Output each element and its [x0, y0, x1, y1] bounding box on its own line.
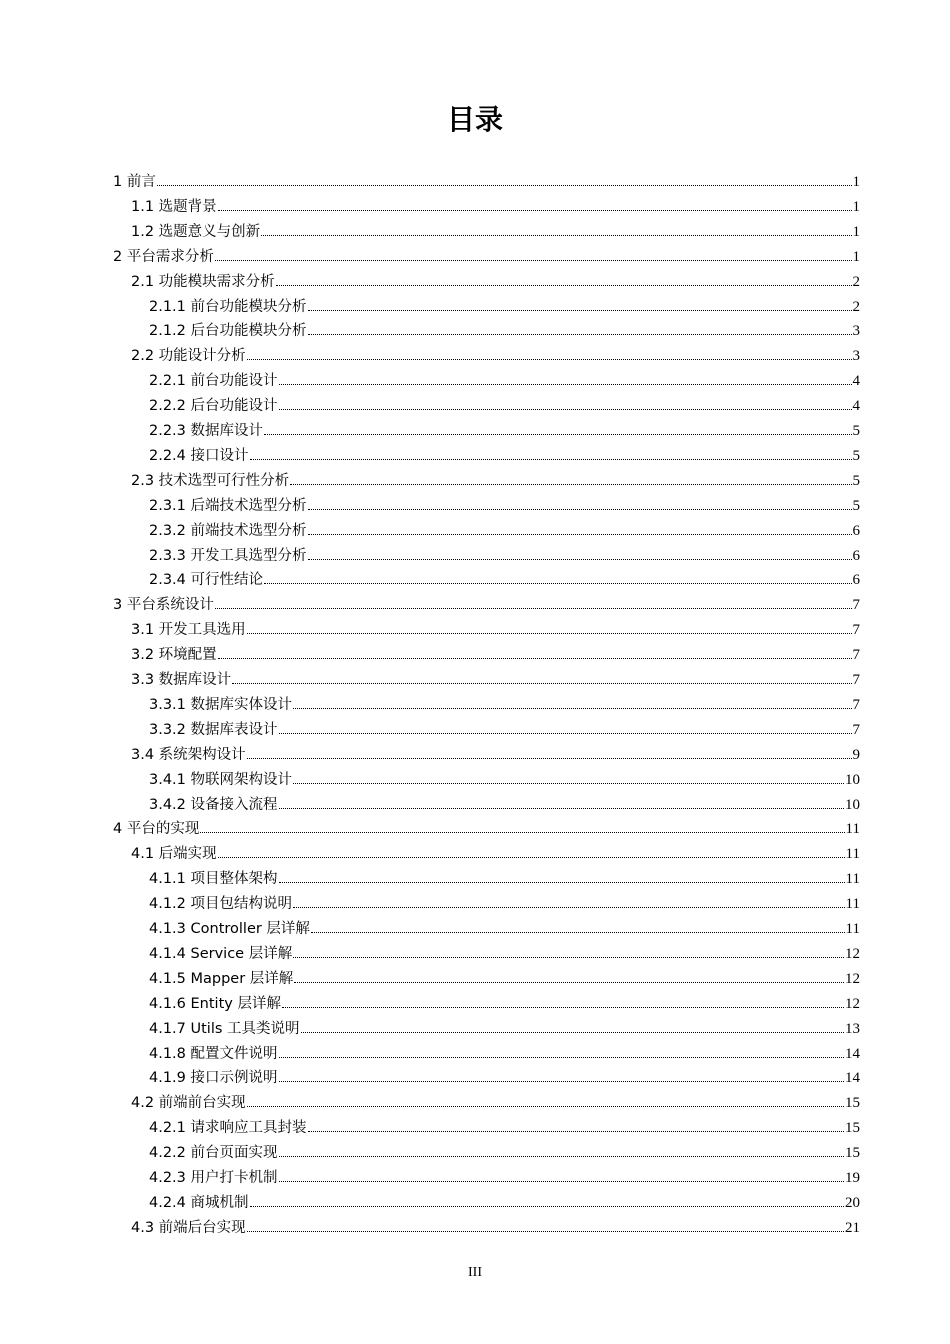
toc-entry-label: 4.2.1 请求响应工具封装 — [149, 1120, 307, 1137]
toc-entry-page: 9 — [852, 746, 860, 763]
dot-leader — [232, 683, 851, 684]
dot-leader — [308, 509, 852, 510]
toc-entry-label: 2.2.2 后台功能设计 — [149, 398, 278, 415]
toc-entry-label: 4.2.2 前台页面实现 — [149, 1145, 278, 1162]
toc-entry[interactable] — [131, 615, 860, 639]
toc-entry-label: 3.2 环境配置 — [131, 647, 217, 664]
dot-leader — [276, 285, 852, 286]
dot-leader — [247, 758, 852, 759]
toc-entry-page: 11 — [845, 921, 860, 937]
toc-entry-label: 4.1.7 Utils 工具类说明 — [149, 1020, 300, 1037]
toc-entry-page: 12 — [845, 945, 860, 962]
toc-entry[interactable] — [149, 914, 860, 938]
toc-entry-page: 11 — [845, 896, 860, 913]
dot-leader — [264, 583, 851, 584]
toc-entry[interactable] — [149, 715, 860, 739]
toc-entry-label: 4.1.3 Controller 层详解 — [149, 921, 310, 937]
toc-entry-label: 2.1.1 前台功能模块分析 — [149, 298, 307, 315]
toc-entry[interactable] — [131, 740, 860, 764]
toc-entry-label: 2 平台需求分析 — [113, 248, 214, 265]
toc-entry-page: 4 — [852, 373, 860, 390]
toc-entry-page: 10 — [845, 796, 860, 813]
toc-entry[interactable] — [113, 590, 860, 614]
toc-entry-label: 2.3.4 可行性结论 — [149, 572, 264, 589]
toc-entry-label: 3.3.1 数据库实体设计 — [149, 696, 293, 713]
dot-leader — [215, 260, 852, 261]
toc-entry-page: 12 — [845, 970, 860, 987]
dot-leader — [279, 409, 852, 410]
toc-entry[interactable] — [149, 292, 860, 316]
dot-leader — [157, 185, 852, 186]
dot-leader — [279, 882, 845, 883]
dot-leader — [308, 534, 852, 535]
toc-entry[interactable] — [131, 640, 860, 664]
dot-leader — [308, 334, 852, 335]
toc-entry[interactable] — [149, 1039, 860, 1063]
toc-entry-page: 6 — [852, 547, 860, 564]
dot-leader — [264, 434, 851, 435]
dot-leader — [247, 633, 852, 634]
dot-leader — [311, 932, 845, 933]
toc-entry-label: 4.1.4 Service 层详解 — [149, 945, 293, 962]
dot-leader — [250, 459, 852, 460]
toc-entry-label: 3.4 系统架构设计 — [131, 746, 246, 763]
toc-entry[interactable] — [149, 889, 860, 913]
toc-entry[interactable] — [149, 366, 860, 390]
toc-entry-page: 1 — [852, 248, 860, 265]
dot-leader — [279, 1156, 844, 1157]
toc-entry[interactable] — [149, 1188, 860, 1212]
dot-leader — [293, 708, 851, 709]
toc-entry-label: 4.1 后端实现 — [131, 846, 217, 863]
toc-entry-label: 4.3 前端后台实现 — [131, 1219, 246, 1236]
toc-entry-label: 2.2.3 数据库设计 — [149, 423, 264, 439]
toc-entry-page: 7 — [852, 597, 860, 614]
toc-entry-page: 7 — [852, 721, 860, 738]
dot-leader — [293, 907, 845, 908]
toc-entry-page: 15 — [845, 1145, 860, 1162]
toc-entry[interactable] — [113, 814, 860, 838]
toc-entry-page: 5 — [852, 497, 860, 514]
toc-entry[interactable] — [149, 690, 860, 714]
toc-entry[interactable] — [113, 242, 860, 266]
toc-entry[interactable] — [131, 839, 860, 863]
toc-entry[interactable] — [149, 1138, 860, 1162]
toc-entry-label: 3.4.2 设备接入流程 — [149, 796, 278, 813]
toc-entry-page: 5 — [852, 447, 860, 464]
toc-entry-label: 4.2.4 商城机制 — [149, 1194, 249, 1211]
dot-leader — [279, 1081, 844, 1082]
toc-entry-page: 15 — [845, 1095, 860, 1112]
toc-entry-page: 15 — [845, 1120, 860, 1137]
dot-leader — [247, 1106, 844, 1107]
toc-entry-label: 4.1.6 Entity 层详解 — [149, 995, 281, 1012]
toc-entry-page: 2 — [852, 298, 860, 315]
dot-leader — [279, 733, 852, 734]
dot-leader — [247, 359, 852, 360]
dot-leader — [279, 1057, 844, 1058]
toc-entry-page: 7 — [852, 622, 860, 639]
toc-entry-label: 4.1.2 项目包结构说明 — [149, 896, 293, 913]
toc-entry-label: 2.2.4 接口设计 — [149, 447, 249, 464]
toc-entry[interactable] — [149, 964, 860, 988]
toc-entry[interactable] — [131, 466, 860, 490]
toc-entry-label: 2.3 技术选型可行性分析 — [131, 472, 290, 489]
toc-entry-label: 1.1 选题背景 — [131, 198, 217, 215]
toc-entry-label: 2.3.3 开发工具选型分析 — [149, 547, 307, 564]
toc-entry-page: 2 — [852, 273, 860, 290]
toc-entry-page: 10 — [845, 771, 860, 788]
toc-entry-page: 1 — [852, 223, 860, 240]
dot-leader — [308, 559, 852, 560]
dot-leader — [218, 210, 852, 211]
dot-leader — [293, 957, 844, 958]
toc-entry[interactable] — [149, 441, 860, 465]
dot-leader — [215, 608, 852, 609]
toc-entry-page: 4 — [852, 398, 860, 415]
toc-entry-label: 4.2 前端前台实现 — [131, 1095, 246, 1112]
toc-entry-page: 14 — [845, 1070, 860, 1087]
toc-entry-label: 3.4.1 物联网架构设计 — [149, 771, 293, 788]
toc-entry[interactable] — [131, 1088, 860, 1112]
toc-entry-page: 1 — [852, 198, 860, 215]
toc-entry-label: 2.1.2 后台功能模块分析 — [149, 323, 307, 340]
toc-entry-page: 6 — [852, 522, 860, 539]
toc-entry[interactable] — [149, 565, 860, 589]
toc-entry-label: 1 前言 — [113, 174, 156, 190]
toc-entry-page: 20 — [845, 1194, 860, 1211]
toc-entry[interactable] — [149, 516, 860, 540]
dot-leader — [308, 1131, 844, 1132]
toc-entry[interactable] — [149, 416, 860, 440]
toc-entry-label: 4.1.8 配置文件说明 — [149, 1045, 278, 1062]
toc-entry-page: 21 — [845, 1219, 860, 1236]
toc-entry-page: 11 — [845, 871, 860, 888]
toc-entry[interactable] — [149, 790, 860, 814]
toc-entry-page: 6 — [852, 572, 860, 589]
toc-entry-page: 5 — [852, 472, 860, 489]
toc-entry[interactable] — [131, 341, 860, 365]
toc-entry-page: 19 — [845, 1170, 860, 1186]
toc-entry-page: 3 — [852, 348, 860, 365]
toc-entry-page: 11 — [845, 846, 860, 863]
toc-entry[interactable] — [131, 192, 860, 216]
dot-leader — [293, 783, 844, 784]
dot-leader — [250, 1206, 844, 1207]
toc-entry[interactable] — [149, 1063, 860, 1087]
toc-entry[interactable] — [149, 1163, 860, 1187]
toc-entry-page: 12 — [845, 995, 860, 1012]
toc-entry-label: 3.3.2 数据库表设计 — [149, 721, 278, 738]
dot-leader — [200, 832, 844, 833]
toc-entry-page: 3 — [852, 323, 860, 340]
toc-entry-label: 4.1.1 项目整体架构 — [149, 871, 278, 888]
toc-entry[interactable] — [113, 167, 860, 191]
dot-leader — [261, 235, 851, 236]
toc-entry-label: 2.3.2 前端技术选型分析 — [149, 522, 307, 539]
toc-entry[interactable] — [149, 939, 860, 963]
dot-leader — [218, 857, 845, 858]
dot-leader — [279, 1181, 844, 1182]
dot-leader — [218, 658, 852, 659]
dot-leader — [308, 310, 852, 311]
dot-leader — [294, 982, 844, 983]
toc-entry[interactable] — [131, 217, 860, 241]
toc-entry[interactable] — [149, 1014, 860, 1038]
dot-leader — [279, 808, 844, 809]
dot-leader — [301, 1032, 844, 1033]
toc-entry-page: 7 — [852, 696, 860, 713]
dot-leader — [247, 1231, 844, 1232]
toc-entry-page: 1 — [852, 174, 860, 190]
toc-entry[interactable] — [131, 267, 860, 291]
toc-entry-page: 5 — [852, 423, 860, 439]
toc-entry[interactable] — [131, 1213, 860, 1237]
toc-entry[interactable] — [149, 491, 860, 515]
toc-entry[interactable] — [131, 665, 860, 689]
toc-entry-label: 4.2.3 用户打卡机制 — [149, 1170, 278, 1186]
toc-entry-page: 13 — [845, 1020, 860, 1037]
toc-entry-page: 7 — [852, 672, 860, 688]
toc-entry-label: 2.3.1 后端技术选型分析 — [149, 497, 307, 514]
page-number: III — [468, 1265, 482, 1280]
toc-entry[interactable] — [149, 864, 860, 888]
toc-entry-label: 2.1 功能模块需求分析 — [131, 273, 275, 290]
toc-entry[interactable] — [149, 989, 860, 1013]
toc-entry-label: 1.2 选题意义与创新 — [131, 223, 261, 240]
toc-entry[interactable] — [149, 391, 860, 415]
toc-entry-label: 3.1 开发工具选用 — [131, 622, 246, 639]
page-title: 目录 — [446, 103, 503, 136]
dot-leader — [290, 484, 851, 485]
dot-leader — [282, 1007, 844, 1008]
toc-entry-label: 4 平台的实现 — [113, 821, 200, 838]
dot-leader — [279, 384, 852, 385]
toc-entry-label: 3.3 数据库设计 — [131, 672, 232, 688]
toc-entry-label: 4.1.5 Mapper 层详解 — [149, 970, 294, 987]
toc-entry[interactable] — [149, 316, 860, 340]
toc-entry[interactable] — [149, 541, 860, 565]
toc-entry[interactable] — [149, 765, 860, 789]
toc-entry-label: 4.1.9 接口示例说明 — [149, 1070, 278, 1087]
toc-entry-label: 2.2 功能设计分析 — [131, 348, 246, 365]
toc-entry-label: 3 平台系统设计 — [113, 597, 214, 614]
toc-entry-page: 14 — [845, 1045, 860, 1062]
toc-entry[interactable] — [149, 1113, 860, 1137]
toc-entry-label: 2.2.1 前台功能设计 — [149, 373, 278, 390]
toc-entry-page: 11 — [845, 821, 860, 838]
toc-entry-page: 7 — [852, 647, 860, 664]
